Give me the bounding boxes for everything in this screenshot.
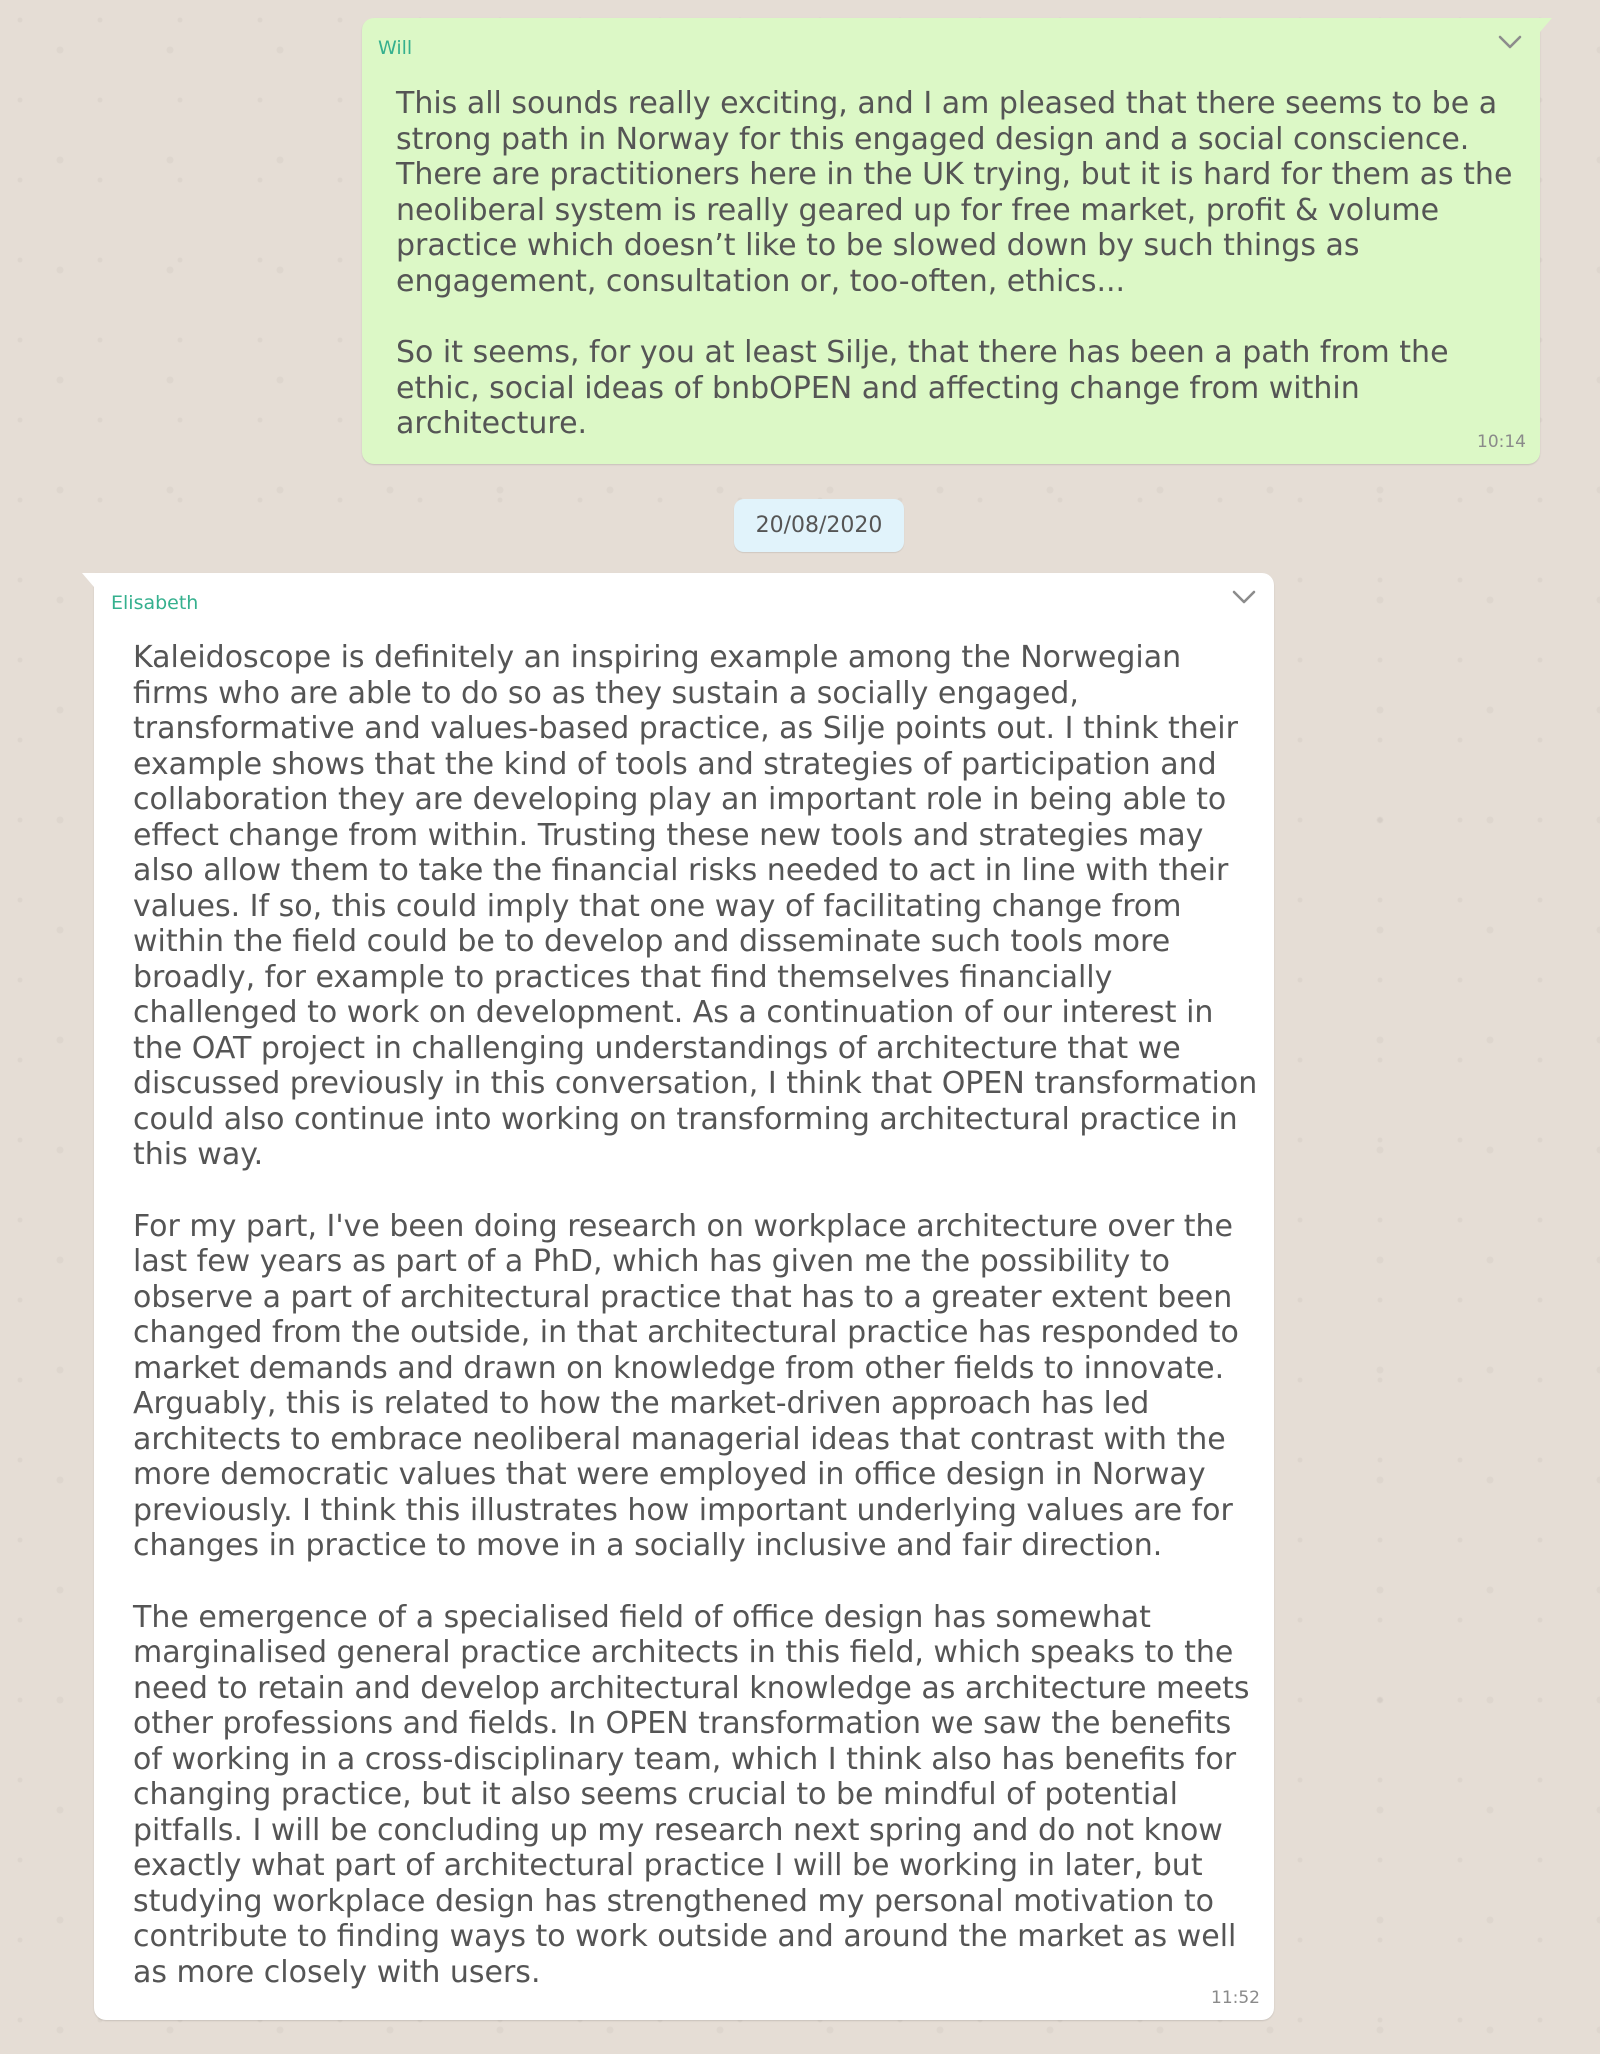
message-paragraph: The emergence of a specialised field of office design has somewhat marginalised general practice architects in this field, which speaks to the need to retain and develop architectural knowledge as architecture meets other professions and fields. In OPEN transformation we saw the benefits of working in a cross-disciplinary team, which I think also has benefits for changing practice, but it also seems crucial to be mindful of potential pitfalls. I will be concluding up my research next spring and do not know exactly what part of architectural practice I will be working in later, but studying workplace design has strengthened my personal motivation to contribute to finding ways to work outside and around the market as well as more closely with users. (133, 1599, 1250, 1990)
bubble-tail (1540, 18, 1552, 32)
message-paragraph: Kaleidoscope is definitely an inspiring example among the Norwegian firms who are able to do so as they sustain a socially engaged, transformative and values-based practice, as Silje points out. I think their example shows that the kind of tools and strategies of participation and collaboration they are developing play an important role in being able to effect change from within. Trusting these new tools and strategies may also allow them to take the financial risks needed to act in line with their values. If so, this could imply that one way of facilitating change from within the field could be to develop and disseminate such tools more broadly, for example to practices that find themselves financially challenged to work on development. As a continuation of our interest in the OAT project in challenging understandings of architecture that we discussed previously in this conversation, I think that OPEN transformation could also continue into working on transforming architectural practice in this way. (133, 640, 1258, 1172)
message-paragraph: For my part, I've been doing research on workplace architecture over the last few years as part of a PhD, which has given me the possibility to observe a part of architectural practice that has to a greater extent been changed from the outside, in that architectural practice has responded to market demands and drawn on knowledge from other fields to innovate. Arguably, this is related to how the market-driven approach has led architects to embrace neoliberal managerial ideas that contrast with the more democratic values that were employed in office design in Norway previously. I think this illustrates how important underlying values are for changes in practice to move in a socially inclusive and fair direction. (133, 1208, 1239, 1563)
message-bubble-incoming[interactable] (94, 573, 1274, 2020)
message-timestamp: 11:52 (1211, 1988, 1260, 2008)
sender-name: Elisabeth (111, 592, 199, 614)
message-text (133, 640, 1263, 1990)
bubble-tail (82, 573, 94, 587)
message-paragraph: This all sounds really exciting, and I am pleased that there seems to be a strong path in Norway for this engaged design and a social conscience. There are practitioners here in the UK trying, but it is hard for them as the neoliberal system is really geared up for free market, profit & volume practice which doesn’t like to be slowed down by such things as engagement, consultation or, too-often, ethics... (396, 86, 1513, 299)
message-timestamp: 10:14 (1477, 432, 1526, 452)
chevron-down-icon[interactable] (1496, 32, 1524, 52)
sender-name: Will (378, 37, 413, 59)
message-bubble-outgoing[interactable] (362, 18, 1540, 464)
chevron-down-icon[interactable] (1230, 587, 1258, 607)
message-paragraph: So it seems, for you at least Silje, that there has been a path from the ethic, social ideas of bnbOPEN and affecting change from within architecture. (396, 335, 1449, 441)
message-text (396, 86, 1526, 442)
date-divider: 20/08/2020 (734, 499, 904, 552)
